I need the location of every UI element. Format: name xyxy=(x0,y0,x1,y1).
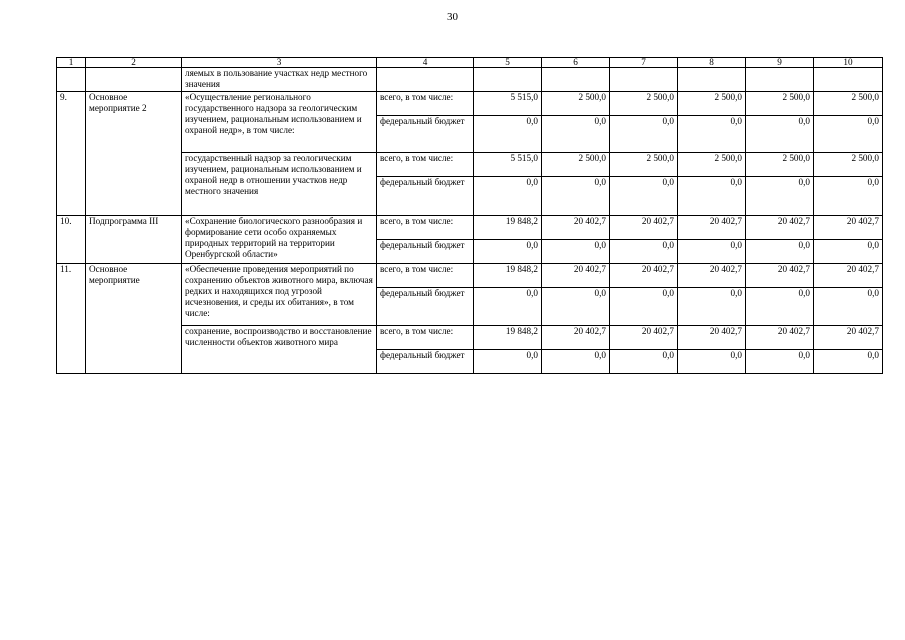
amount-cell: 2 500,0 xyxy=(746,153,814,177)
amount-cell: 0,0 xyxy=(746,177,814,216)
amount-cell: 0,0 xyxy=(542,116,610,153)
table-row xyxy=(57,216,883,240)
empty-cell xyxy=(814,68,883,92)
amount-cell: 20 402,7 xyxy=(814,216,883,240)
table-row xyxy=(57,92,883,116)
column-number: 5 xyxy=(474,58,542,68)
amount-cell: 2 500,0 xyxy=(678,153,746,177)
amount-cell: 20 402,7 xyxy=(610,216,678,240)
amount-cell: 0,0 xyxy=(678,240,746,264)
row-description: государственный надзор за геологическим изучением, рациональным использованием и охраной недр в отношении участков недр местного значения xyxy=(182,153,377,216)
amount-cell: 0,0 xyxy=(542,288,610,326)
column-number: 3 xyxy=(182,58,377,68)
amount-cell: 0,0 xyxy=(474,288,542,326)
column-number: 2 xyxy=(86,58,182,68)
amount-cell: 20 402,7 xyxy=(746,264,814,288)
row-description: сохранение, воспроизводство и восстановление численности объектов животного мира xyxy=(182,326,377,374)
amount-cell: 20 402,7 xyxy=(746,216,814,240)
amount-cell: 0,0 xyxy=(474,116,542,153)
empty-cell xyxy=(474,68,542,92)
amount-cell: 20 402,7 xyxy=(678,216,746,240)
empty-cell xyxy=(377,68,474,92)
amount-cell: 0,0 xyxy=(814,177,883,216)
amount-cell: 20 402,7 xyxy=(542,216,610,240)
funding-label: федеральный бюджет xyxy=(377,177,474,216)
amount-cell: 2 500,0 xyxy=(678,92,746,116)
row-description: «Обеспечение проведения мероприятий по сохранению объектов животного мира, включая редких и находящихся под угрозой исчезновения, и среды их обитания», в том числе: xyxy=(182,264,377,326)
table-row xyxy=(57,264,883,288)
funding-label: всего, в том числе: xyxy=(377,153,474,177)
column-number: 1 xyxy=(57,58,86,68)
budget-table xyxy=(56,57,883,374)
funding-label: федеральный бюджет xyxy=(377,240,474,264)
funding-label: федеральный бюджет xyxy=(377,350,474,374)
amount-cell: 0,0 xyxy=(678,350,746,374)
funding-label: федеральный бюджет xyxy=(377,116,474,153)
amount-cell: 0,0 xyxy=(542,350,610,374)
empty-cell xyxy=(542,68,610,92)
amount-cell: 0,0 xyxy=(610,116,678,153)
amount-cell: 0,0 xyxy=(542,177,610,216)
amount-cell: 20 402,7 xyxy=(610,264,678,288)
amount-cell: 2 500,0 xyxy=(814,153,883,177)
amount-cell: 0,0 xyxy=(814,288,883,326)
column-number-row xyxy=(57,58,883,68)
empty-cell xyxy=(610,68,678,92)
amount-cell: 0,0 xyxy=(678,288,746,326)
row-number: 11. xyxy=(57,264,86,374)
amount-cell: 0,0 xyxy=(814,116,883,153)
amount-cell: 2 500,0 xyxy=(746,92,814,116)
amount-cell: 20 402,7 xyxy=(610,326,678,350)
column-number: 10 xyxy=(814,58,883,68)
amount-cell: 5 515,0 xyxy=(474,92,542,116)
amount-cell: 20 402,7 xyxy=(542,264,610,288)
amount-cell: 0,0 xyxy=(678,177,746,216)
funding-label: всего, в том числе: xyxy=(377,264,474,288)
row-number-cell xyxy=(57,68,86,92)
column-number: 6 xyxy=(542,58,610,68)
amount-cell: 20 402,7 xyxy=(678,326,746,350)
column-number: 8 xyxy=(678,58,746,68)
amount-cell: 0,0 xyxy=(610,177,678,216)
amount-cell: 0,0 xyxy=(610,288,678,326)
column-number: 4 xyxy=(377,58,474,68)
funding-label: всего, в том числе: xyxy=(377,326,474,350)
amount-cell: 2 500,0 xyxy=(814,92,883,116)
amount-cell: 5 515,0 xyxy=(474,153,542,177)
amount-cell: 0,0 xyxy=(814,240,883,264)
amount-cell: 0,0 xyxy=(542,240,610,264)
row-name: Основное мероприятие 2 xyxy=(86,92,182,216)
amount-cell: 2 500,0 xyxy=(610,153,678,177)
row-description: «Осуществление регионального государственного надзора за геологическим изучением, рациональным использованием и охраной недр», в том числе: xyxy=(182,92,377,153)
amount-cell: 2 500,0 xyxy=(542,153,610,177)
amount-cell: 19 848,2 xyxy=(474,264,542,288)
amount-cell: 0,0 xyxy=(610,240,678,264)
amount-cell: 0,0 xyxy=(678,116,746,153)
amount-cell: 19 848,2 xyxy=(474,326,542,350)
amount-cell: 0,0 xyxy=(474,350,542,374)
amount-cell: 0,0 xyxy=(746,240,814,264)
row-name-cell xyxy=(86,68,182,92)
funding-label: всего, в том числе: xyxy=(377,216,474,240)
amount-cell: 20 402,7 xyxy=(746,326,814,350)
amount-cell: 0,0 xyxy=(746,350,814,374)
amount-cell: 20 402,7 xyxy=(678,264,746,288)
row-description: ляемых в пользование участках недр местного значения xyxy=(182,68,377,92)
amount-cell: 0,0 xyxy=(746,116,814,153)
amount-cell: 2 500,0 xyxy=(542,92,610,116)
amount-cell: 0,0 xyxy=(610,350,678,374)
funding-label: федеральный бюджет xyxy=(377,288,474,326)
amount-cell: 20 402,7 xyxy=(814,264,883,288)
row-name: Подпрограмма III xyxy=(86,216,182,264)
column-number: 9 xyxy=(746,58,814,68)
amount-cell: 20 402,7 xyxy=(814,326,883,350)
amount-cell: 0,0 xyxy=(814,350,883,374)
amount-cell: 20 402,7 xyxy=(542,326,610,350)
amount-cell: 19 848,2 xyxy=(474,216,542,240)
amount-cell: 0,0 xyxy=(474,240,542,264)
row-name: Основное мероприятие xyxy=(86,264,182,374)
column-number: 7 xyxy=(610,58,678,68)
amount-cell: 0,0 xyxy=(474,177,542,216)
funding-label: всего, в том числе: xyxy=(377,92,474,116)
amount-cell: 0,0 xyxy=(746,288,814,326)
row-number: 9. xyxy=(57,92,86,216)
empty-cell xyxy=(746,68,814,92)
table-row xyxy=(57,68,883,92)
row-description: «Сохранение биологического разнообразия и формирование сети особо охраняемых природных территорий на территории Оренбургской области» xyxy=(182,216,377,264)
page-number: 30 xyxy=(447,11,458,23)
amount-cell: 2 500,0 xyxy=(610,92,678,116)
row-number: 10. xyxy=(57,216,86,264)
empty-cell xyxy=(678,68,746,92)
